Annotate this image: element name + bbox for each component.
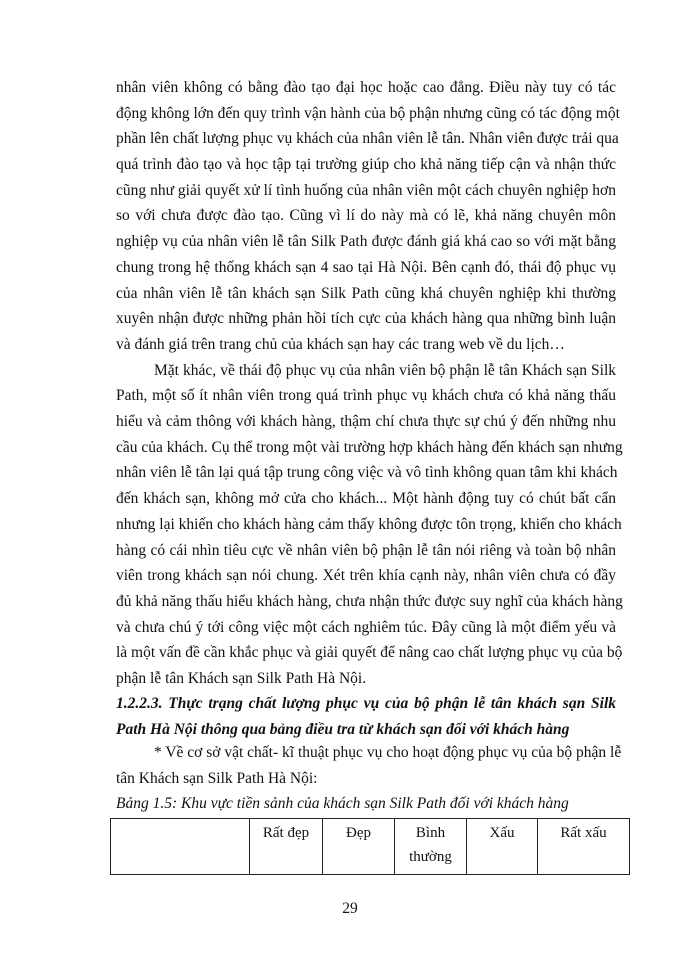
text-line: tân Khách sạn Silk Path Hà Nội: [116, 769, 318, 787]
text-line: hiểu và cảm thông với khách hàng, thậm chí chưa thực sự chú ý đến những nhu [116, 413, 616, 431]
table-header-cell: Đẹp [323, 819, 395, 875]
text-line: hàng có cái nhìn tiêu cực về nhân viên bộ phận lễ tân nói riêng và toàn bộ nhân [116, 541, 616, 559]
table-header-cell [111, 819, 250, 875]
table-header-row [111, 819, 630, 875]
text-line: đủ khả năng thấu hiểu khách hàng, chưa nhận thức được suy nghĩ của khách hàng [116, 592, 623, 610]
table-header-cell: Rất đẹp [250, 819, 323, 875]
text-line: viên trong khách sạn nói chung. Xét trên khía cạnh này, nhân viên chưa có đầy [116, 567, 616, 585]
table-header-cell: Xấu [467, 819, 538, 875]
text-line: 1.2.2.3. Thực trạng chất lượng phục vụ của bộ phận lễ tân khách sạn Silk [116, 695, 616, 712]
page-number: 29 [342, 900, 358, 917]
table-caption-block [116, 791, 616, 817]
paragraph-1 [116, 75, 620, 358]
table-caption: Bảng 1.5: Khu vực tiền sảnh của khách sạn Silk Path đối với khách hàng [116, 795, 569, 812]
text-line: * Về cơ sở vật chất- kĩ thuật phục vụ cho hoạt động phục vụ của bộ phận lễ [154, 744, 622, 761]
text-line: nhân viên không có bằng đào tạo đại học hoặc cao đẳng. Điều này tuy có tác [116, 79, 616, 96]
text-line: Path Hà Nội thông qua bảng điều tra từ khách sạn đối với khách hàng [116, 720, 570, 738]
text-line: nhưng lại khiến cho khách hàng cảm thấy không được tôn trọng, khiến cho khách [116, 515, 622, 533]
text-line: và đánh giá trên trang chủ của khách sạn hay các trang web về du lịch… [116, 335, 565, 353]
text-line: phần lên chất lượng phục vụ khách của nhân viên lễ tân. Nhân viên được trải qua [116, 130, 619, 148]
text-line: nhân viên lễ tân lại quá tập trung công việc và vô tình không quan tâm khi khách [116, 464, 618, 482]
text-line: đến khách sạn, không mở cửa cho khách... Một hành động tuy có chút bất cẩn [116, 490, 616, 508]
text-line: quá trình đào tạo và học tập tại trường giúp cho khả năng tiếp cận và nhận thức [116, 156, 616, 174]
text-line: của nhân viên lễ tân khách sạn Silk Path cũng khá chuyên nghiệp khi thường [116, 284, 616, 302]
text-line: là một vấn đề cần khắc phục và giải quyết để nâng cao chất lượng phục vụ của bộ [116, 644, 623, 662]
text-line: động không lớn đến quy trình vận hành của bộ phận nhưng cũng có tác động một [116, 104, 620, 122]
text-line: xuyên nhận được những phản hồi tích cực của khách hàng qua những bình luận [116, 310, 616, 328]
text-line: và chưa chú ý tới công việc một cách nghiêm túc. Đây cũng là một điểm yếu và [116, 618, 616, 636]
table-header-cell: Bình thường [395, 819, 467, 875]
text-line: cũng như giải quyết xử lí tình huống của nhân viên một cách chuyên nghiệp hơn [116, 181, 616, 199]
table-header-cell: Rất xấu [538, 819, 630, 875]
section-heading [116, 691, 616, 742]
text-line: nghiệp vụ của nhân viên lễ tân Silk Path được đánh giá khá cao so với mặt bằng [116, 233, 616, 251]
text-line: so với chưa được đào tạo. Cũng vì lí do này mà có lẽ, khả năng chuyên môn [116, 207, 616, 225]
text-line: phận lễ tân Khách sạn Silk Path Hà Nội. [116, 669, 367, 687]
text-line: chung trong hệ thống khách sạn 4 sao tại Hà Nội. Bên cạnh đó, thái độ phục vụ [116, 258, 616, 276]
text-line: Path, một số ít nhân viên trong quá trình phục vụ khách chưa có khả năng thấu [116, 387, 616, 405]
survey-table [110, 818, 630, 875]
paragraph-3 [116, 740, 622, 791]
text-line: cầu của khách. Cụ thể trong một vài trường hợp khách hàng đến khách sạn nhưng [116, 438, 623, 456]
text-line: Mặt khác, về thái độ phục vụ của nhân viên bộ phận lễ tân Khách sạn Silk [154, 361, 616, 379]
paragraph-2 [116, 358, 623, 692]
